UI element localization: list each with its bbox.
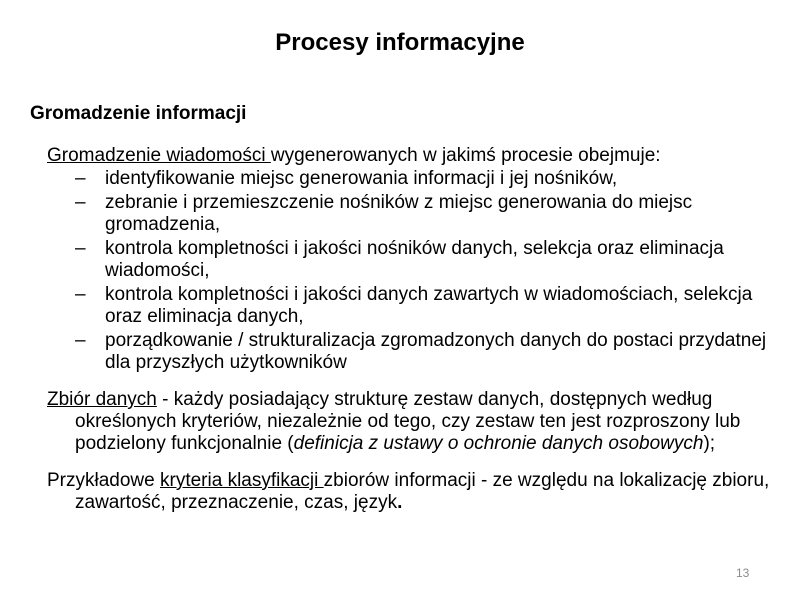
list-item-text: kontrola kompletności i jakości danych zawartych w wiadomościach, selekcja oraz eliminacja danych, bbox=[105, 284, 753, 327]
list-item-text: zebranie i przemieszczenie nośników z miejsc generowania do miejsc gromadzenia, bbox=[105, 192, 693, 235]
bullet-list bbox=[47, 168, 777, 374]
list-item-text: identyfikowanie miejsc generowania informacji i jej nośników, bbox=[105, 168, 618, 189]
dash-marker: – bbox=[75, 238, 86, 259]
dash-marker: – bbox=[75, 330, 86, 351]
list-item bbox=[47, 330, 777, 374]
definition-paragraph bbox=[47, 389, 777, 455]
slide-title: Procesy informacyjne bbox=[275, 29, 525, 56]
intro-term: Gromadzenie wiadomości bbox=[47, 145, 271, 166]
definition-source: definicja z ustawy o ochronie danych osobowych bbox=[293, 433, 704, 454]
dash-marker: – bbox=[75, 168, 86, 189]
list-item-text: kontrola kompletności i jakości nośników danych, selekcja oraz eliminacja wiadomości, bbox=[105, 238, 724, 281]
intro-paragraph bbox=[47, 145, 777, 167]
list-item bbox=[47, 284, 777, 328]
dash-marker: – bbox=[75, 192, 86, 213]
criteria-paragraph bbox=[47, 470, 777, 514]
page-number: 13 bbox=[736, 566, 750, 580]
criteria-text: zbiorów informacji - ze względu na lokalizację zbioru, zawartość, przeznaczenie, czas, język bbox=[75, 470, 770, 513]
definition-term: Zbiór danych bbox=[47, 389, 157, 410]
criteria-term: kryteria klasyfikacji bbox=[160, 470, 324, 491]
definition-end: ); bbox=[703, 433, 716, 454]
list-item bbox=[47, 192, 777, 236]
list-item bbox=[47, 238, 777, 282]
criteria-end: . bbox=[397, 492, 403, 513]
slide-content bbox=[47, 145, 777, 514]
definition-text: - każdy posiadający strukturę zestaw danych, dostępnych według określonych kryteriów, niezależnie od tego, czy zestaw ten jest rozproszony lub podzielony funkcjonalnie ( bbox=[75, 389, 741, 454]
intro-text: wygenerowanych w jakimś procesie obejmuje: bbox=[270, 145, 661, 166]
dash-marker: – bbox=[75, 284, 86, 305]
list-item-text: porządkowanie / strukturalizacja zgromadzonych danych do postaci przydatnej dla przyszłych użytkowników bbox=[105, 330, 767, 373]
section-heading: Gromadzenie informacji bbox=[30, 103, 247, 124]
criteria-lead: Przykładowe bbox=[47, 470, 160, 491]
list-item bbox=[47, 168, 777, 190]
